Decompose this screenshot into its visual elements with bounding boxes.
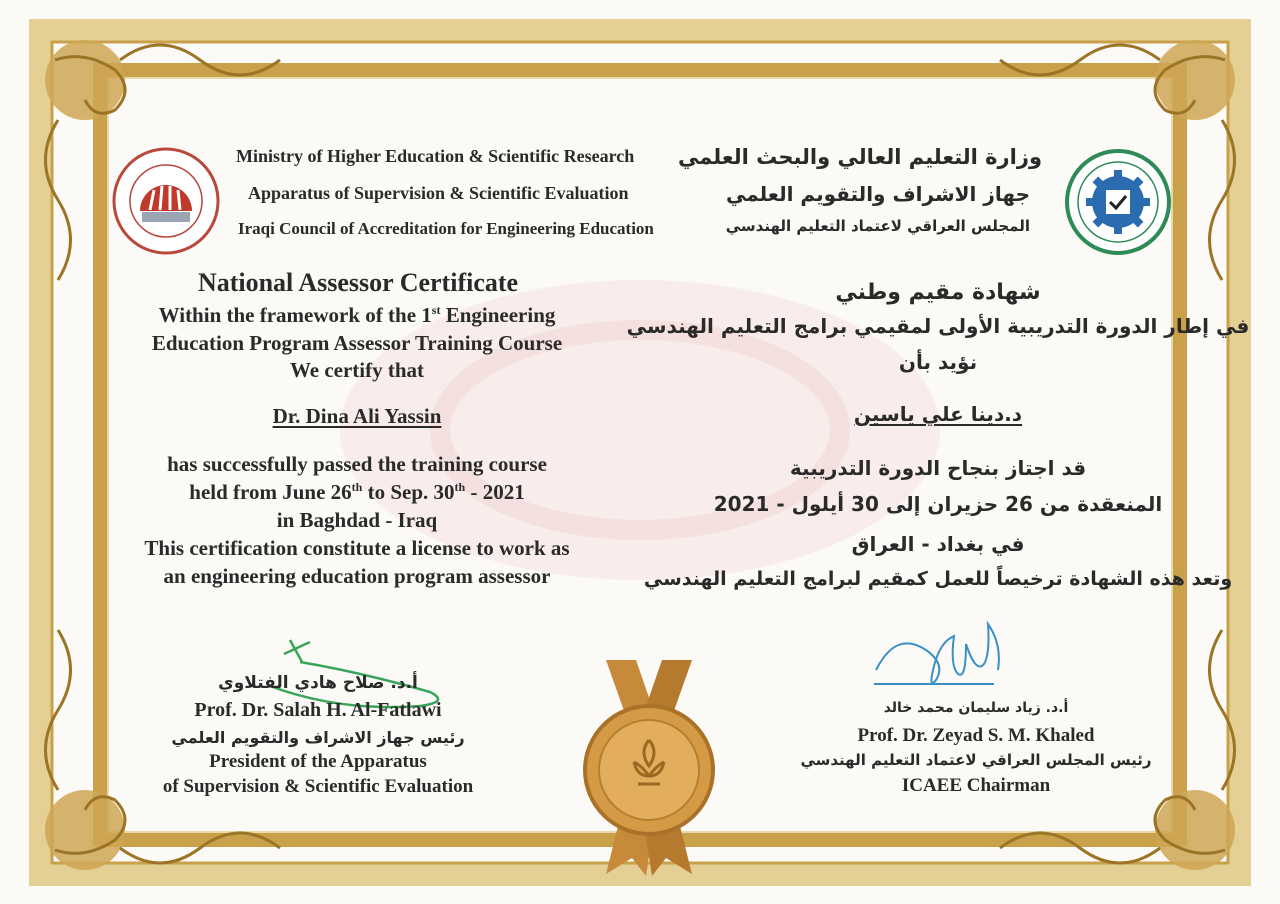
held-en-sup2: th	[454, 480, 466, 494]
passed-en: has successfully passed the training course	[167, 452, 547, 476]
framework-en-part-a: Within the framework of the 1	[158, 303, 432, 327]
place-ar: في بغداد - العراق	[851, 532, 1025, 556]
certify-ar: نؤيد بأن	[898, 350, 978, 374]
left-signatory-title-en2: of Supervision & Scientific Evaluation	[162, 776, 474, 797]
certify-en: We certify that	[289, 358, 425, 382]
framework-en-line2: Education Program Assessor Training Course	[151, 331, 563, 355]
right-signatory-name-en: Prof. Dr. Zeyad S. M. Khaled	[857, 725, 1095, 746]
passed-ar: قد اجتاز بنجاح الدورة التدريبية	[789, 456, 1087, 480]
recipient-name-ar: د.دينا علي ياسين	[853, 402, 1023, 426]
right-signatory-title-ar: رئيس المجلس العراقي لاعتماد التعليم الهندسي	[800, 751, 1152, 769]
left-signatory-name-en: Prof. Dr. Salah H. Al-Fatlawi	[194, 699, 442, 721]
header-council-ar: المجلس العراقي لاعتماد التعليم الهندسي	[725, 217, 1030, 235]
license-ar: وتعد هذه الشهادة ترخيصاً للعمل كمقيم لبرامج التعليم الهندسي	[643, 568, 1233, 590]
right-signatory-name-ar: أ.د. زياد سليمان محمد خالد	[883, 700, 1069, 716]
header-ministry-ar: وزارة التعليم العالي والبحث العلمي	[677, 145, 1042, 169]
left-signatory-title-ar: رئيس جهاز الاشراف والتقويم العلمي	[171, 728, 465, 747]
held-en-b: to Sep. 30	[362, 480, 455, 504]
license-en-line2: an engineering education program assessor	[163, 564, 551, 588]
held-en-c: - 2021	[465, 480, 525, 504]
header-apparatus-ar: جهاز الاشراف والتقويم العلمي	[725, 182, 1030, 206]
held-en-sup1: th	[351, 480, 363, 494]
header-ministry-en: Ministry of Higher Education & Scientific Research	[236, 146, 635, 166]
certificate-title-en: National Assessor Certificate	[197, 268, 519, 297]
held-en-a: held from June 26	[189, 480, 352, 504]
right-signatory-title-en: ICAEE Chairman	[901, 775, 1051, 796]
place-en: in Baghdad - Iraq	[276, 508, 438, 532]
framework-ar: في إطار الدورة التدريبية الأولى لمقيمي برامج التعليم الهندسي	[626, 314, 1250, 338]
license-en-line1: This certification constitute a license to work as	[144, 536, 570, 560]
held-en	[189, 480, 524, 505]
left-signatory-title-en1: President of the Apparatus	[209, 751, 427, 772]
framework-en-line1	[159, 303, 556, 328]
framework-en-part-b: Engineering	[440, 303, 556, 327]
header-council-en: Iraqi Council of Accreditation for Engineering Education	[238, 219, 654, 238]
framework-en-sup: st	[431, 303, 441, 317]
recipient-name-en: Dr. Dina Ali Yassin	[272, 404, 442, 428]
header-apparatus-en: Apparatus of Supervision & Scientific Evaluation	[248, 183, 629, 203]
held-ar: المنعقدة من 26 حزيران إلى 30 أيلول - 2021	[713, 492, 1163, 516]
gold-medal-icon	[576, 652, 722, 878]
icaee-seal-icon	[1064, 148, 1172, 256]
right-signature-icon	[870, 612, 1030, 692]
certificate-title-ar: شهادة مقيم وطني	[835, 280, 1041, 305]
left-signatory-name-ar: أ.د. صلاح هادي الفتلاوي	[218, 673, 418, 693]
ministry-seal-icon	[110, 146, 222, 256]
